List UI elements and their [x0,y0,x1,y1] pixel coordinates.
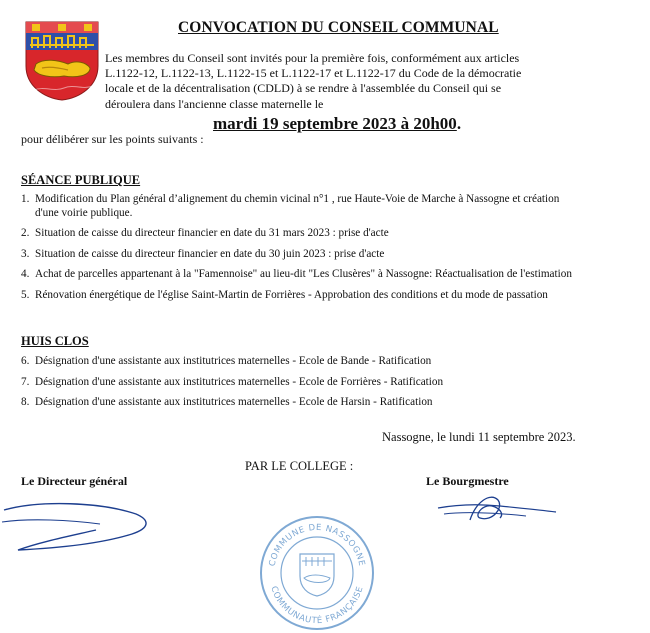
closed-session-title: HUIS CLOS [21,334,89,348]
agenda-item-text: Situation de caisse du directeur financier en date du 30 juin 2023 : prise d'acte [35,247,385,260]
agenda-item [21,248,581,262]
public-session-title: SÉANCE PUBLIQUE [21,173,141,187]
agenda-item [21,268,581,282]
meeting-date-text: mardi 19 septembre 2023 à 20h00 [213,114,457,133]
agenda-item-number: 4. [21,268,30,280]
director-general-label: Le Directeur général [21,474,128,488]
agenda-item [21,289,581,303]
agenda-item [21,376,581,390]
signature-icon [0,492,160,562]
agenda-item-text: Situation de caisse du directeur financier en date du 31 mars 2023 : prise d'acte [35,227,389,239]
seal-text-bottom: COMMUNAUTÉ FRANÇAISE [268,584,366,627]
meeting-date-end: . [456,114,462,133]
meeting-date [213,114,461,134]
svg-text:COMMUNAUTÉ FRANÇAISE [268,585,365,626]
coat-of-arms-icon [24,20,100,102]
agenda-item [21,193,581,220]
college-line: PAR LE COLLEGE : [245,459,354,473]
agenda-item-number: 5. [21,288,30,301]
seal-text-top: COMMUNE DE NASSOGNE [267,522,367,568]
agenda-item-number: 2. [21,227,30,239]
closed-session-list [21,355,581,417]
municipal-seal-icon [258,514,376,632]
agenda-item-text: Modification du Plan général d’alignement du chemin vicinal n°1 , rue Haute-Voie de Marche à Nassogne et création d'une voirie publique. [35,193,560,219]
place-date: Nassogne, le lundi 11 septembre 2023. [382,430,576,444]
agenda-item-text: Rénovation énergétique de l'église Saint-Martin de Forrières - Approbation des conditions et du mode de passation [35,288,548,301]
agenda-item-text: Désignation d'une assistante aux institutrices maternelles - Ecole de Bande - Ratification [35,355,432,367]
deliberer-line: pour délibérer sur les points suivants : [21,132,204,146]
agenda-item [21,396,581,410]
agenda-item [21,355,581,369]
document-title: CONVOCATION DU CONSEIL COMMUNAL [178,19,499,36]
agenda-item-number: 7. [21,375,30,388]
agenda-item-number: 3. [21,247,30,260]
mayor-label: Le Bourgmestre [426,474,509,488]
public-session-list [21,193,581,309]
agenda-item-text: Désignation d'une assistante aux institutrices maternelles - Ecole de Forrières - Ratification [35,375,444,388]
agenda-item [21,227,581,241]
agenda-item-number: 1. [21,193,30,205]
agenda-item-text: Achat de parcelles appartenant à la "Famennoise" au lieu-dit "Les Clusères" à Nassogne: Réactualisation de l'estimation [35,268,572,280]
signature-icon [430,482,560,528]
agenda-item-number: 8. [21,396,30,408]
intro-paragraph: Les membres du Conseil sont invités pour la première fois, conformément aux articles L.1122-12, L.1122-13, L.1122-15 et L.1122-17 et L.1122-17 du Code de la démocratie locale et de la décentralisation (CDLD) à se rendre à l'assemblée du Conseil qui se déroulera dans l'ancienne classe maternelle le [105,51,522,111]
agenda-item-number: 6. [21,355,30,367]
agenda-item-text: Désignation d'une assistante aux institutrices maternelles - Ecole de Harsin - Ratification [35,396,433,408]
